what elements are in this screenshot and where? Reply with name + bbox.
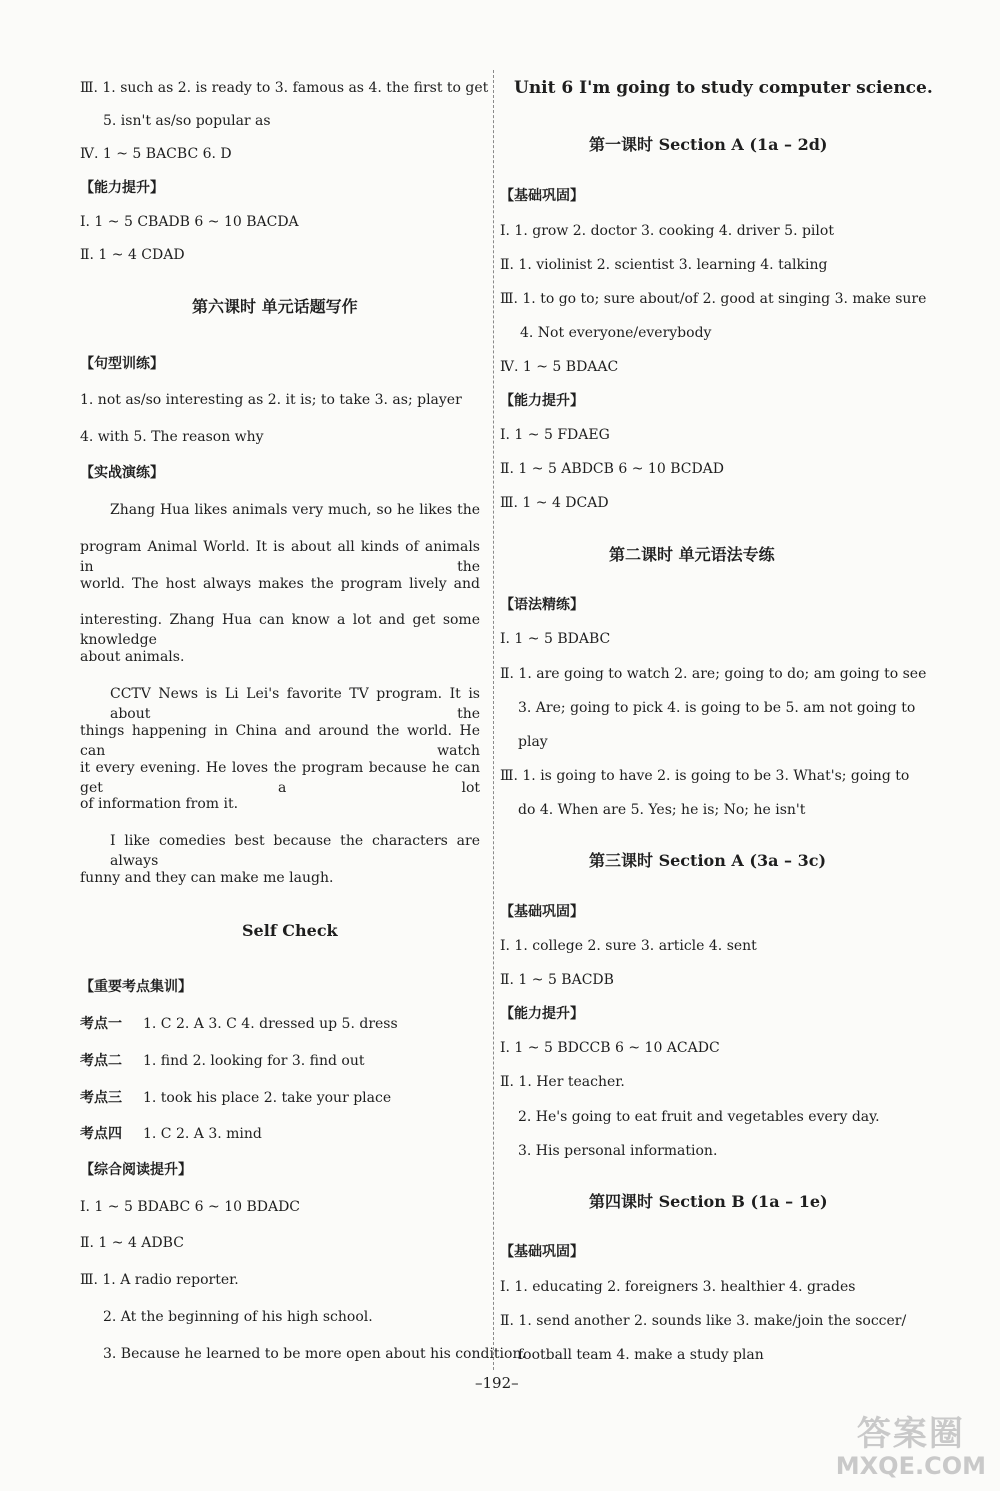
lesson-title: 第三课时 Section A (3a – 3c) [589,851,827,870]
essay-line: about animals. [80,649,185,665]
unit-title: Unit 6 I'm going to study computer science. [514,78,933,98]
lesson-title: 第四课时 Section B (1a – 1e) [589,1192,828,1211]
watermark-cn: 答案圈 [856,1414,965,1454]
answer-line: Ⅱ. 1 ~ 5 ABDCB 6 ~ 10 BCDAD [500,461,725,477]
section-heading: 【实战演练】 [80,465,164,481]
section-heading: 【语法精练】 [500,597,584,613]
essay-line: Zhang Hua likes animals very much, so he likes the [110,502,480,518]
answer-line: 3. Are; going to pick 4. is going to be 5. am not going to [518,700,916,716]
answer-line: 4. with 5. The reason why [80,429,264,445]
page-number: –192– [475,1374,519,1392]
answer-line: 1. took his place 2. take your place [143,1090,392,1106]
answer-line: Ⅱ. 1. Her teacher. [500,1074,625,1090]
essay-line: program Animal World. It is about all kinds of animals in the [80,539,480,575]
answer-line: play [518,734,548,750]
section-heading: 【综合阅读提升】 [80,1162,192,1178]
answer-line: 2. At the beginning of his high school. [103,1309,373,1325]
answer-line: Ⅱ. 1 ~ 4 CDAD [80,247,185,263]
answer-line: Ⅱ. 1. send another 2. sounds like 3. make/join the soccer/ [500,1313,907,1329]
answer-line: Ⅰ. 1. college 2. sure 3. article 4. sent [500,938,757,954]
answer-line: Ⅱ. 1. are going to watch 2. are; going to do; am going to see [500,666,927,682]
answer-line: 5. isn't as/so popular as [103,113,271,129]
answer-line: Ⅰ. 1. educating 2. foreigners 3. healthier 4. grades [500,1279,856,1295]
key-point-label: 考点三 [80,1090,122,1106]
lesson-title: Self Check [242,921,338,940]
key-point-label: 考点一 [80,1016,122,1032]
essay-line: world. The host always makes the program lively and [80,576,480,592]
section-heading: 【基础巩固】 [500,188,584,204]
lesson-title: 第六课时 单元话题写作 [192,297,358,316]
watermark [836,1415,986,1479]
column-divider [493,70,494,1370]
key-point-label: 考点二 [80,1053,122,1069]
section-heading: 【重要考点集训】 [80,979,192,995]
section-heading: 【能力提升】 [80,180,164,196]
answer-line: Ⅰ. 1 ~ 5 BDABC 6 ~ 10 BDADC [80,1199,301,1215]
answer-line: Ⅳ. 1 ~ 5 BDAAC [500,359,619,375]
essay-line: funny and they can make me laugh. [80,870,334,886]
answer-line: 1. not as/so interesting as 2. it is; to take 3. as; player [80,392,462,408]
answer-line: Ⅰ. 1 ~ 5 BDABC [500,631,611,647]
answer-line: Ⅰ. 1 ~ 5 CBADB 6 ~ 10 BACDA [80,214,299,230]
section-heading: 【基础巩固】 [500,1244,584,1260]
answer-line: 2. He's going to eat fruit and vegetables every day. [518,1109,880,1125]
answer-line: 4. Not everyone/everybody [520,325,712,341]
answer-line: Ⅲ. 1 ~ 4 DCAD [500,495,609,511]
section-heading: 【句型训练】 [80,356,164,372]
essay-line: I like comedies best because the characters are always [110,833,480,869]
answer-line: Ⅲ. 1. such as 2. is ready to 3. famous as 4. the first to get [80,80,489,96]
answer-line: Ⅲ. 1. to go to; sure about/of 2. good at singing 3. make sure [500,291,927,307]
essay-line: of information from it. [80,796,239,812]
answer-line: Ⅲ. 1. A radio reporter. [80,1272,239,1288]
essay-line: it every evening. He loves the program because he can get a lot [80,760,480,796]
answer-line: Ⅱ. 1 ~ 5 BACDB [500,972,614,988]
answer-line: football team 4. make a study plan [518,1347,764,1363]
answer-line: 3. His personal information. [518,1143,718,1159]
answer-line: 1. C 2. A 3. mind [143,1126,262,1142]
answer-line: Ⅱ. 1 ~ 4 ADBC [80,1235,184,1251]
answer-line: Ⅰ. 1 ~ 5 FDAEG [500,427,610,443]
watermark-en: MXQE.COM [835,1452,986,1480]
essay-line: interesting. Zhang Hua can know a lot and get some knowledge [80,612,480,648]
essay-line: things happening in China and around the world. He can watch [80,723,480,759]
section-heading: 【能力提升】 [500,1006,584,1022]
answer-line: Ⅳ. 1 ~ 5 BACBC 6. D [80,146,232,162]
key-point-label: 考点四 [80,1126,122,1142]
answer-line: Ⅰ. 1 ~ 5 BDCCB 6 ~ 10 ACADC [500,1040,720,1056]
lesson-title: 第二课时 单元语法专练 [609,545,775,564]
answer-line: Ⅱ. 1. violinist 2. scientist 3. learning 4. talking [500,257,828,273]
essay-line: CCTV News is Li Lei's favorite TV program. It is about the [110,686,480,722]
answer-line: 3. Because he learned to be more open about his condition. [103,1346,526,1362]
lesson-title: 第一课时 Section A (1a – 2d) [589,135,828,154]
section-heading: 【基础巩固】 [500,904,584,920]
answer-line: do 4. When are 5. Yes; he is; No; he isn't [518,802,806,818]
answer-line: Ⅲ. 1. is going to have 2. is going to be 3. What's; going to [500,768,910,784]
answer-line: 1. C 2. A 3. C 4. dressed up 5. dress [143,1016,398,1032]
answer-line: 1. find 2. looking for 3. find out [143,1053,365,1069]
section-heading: 【能力提升】 [500,393,584,409]
answer-line: Ⅰ. 1. grow 2. doctor 3. cooking 4. driver 5. pilot [500,223,834,239]
